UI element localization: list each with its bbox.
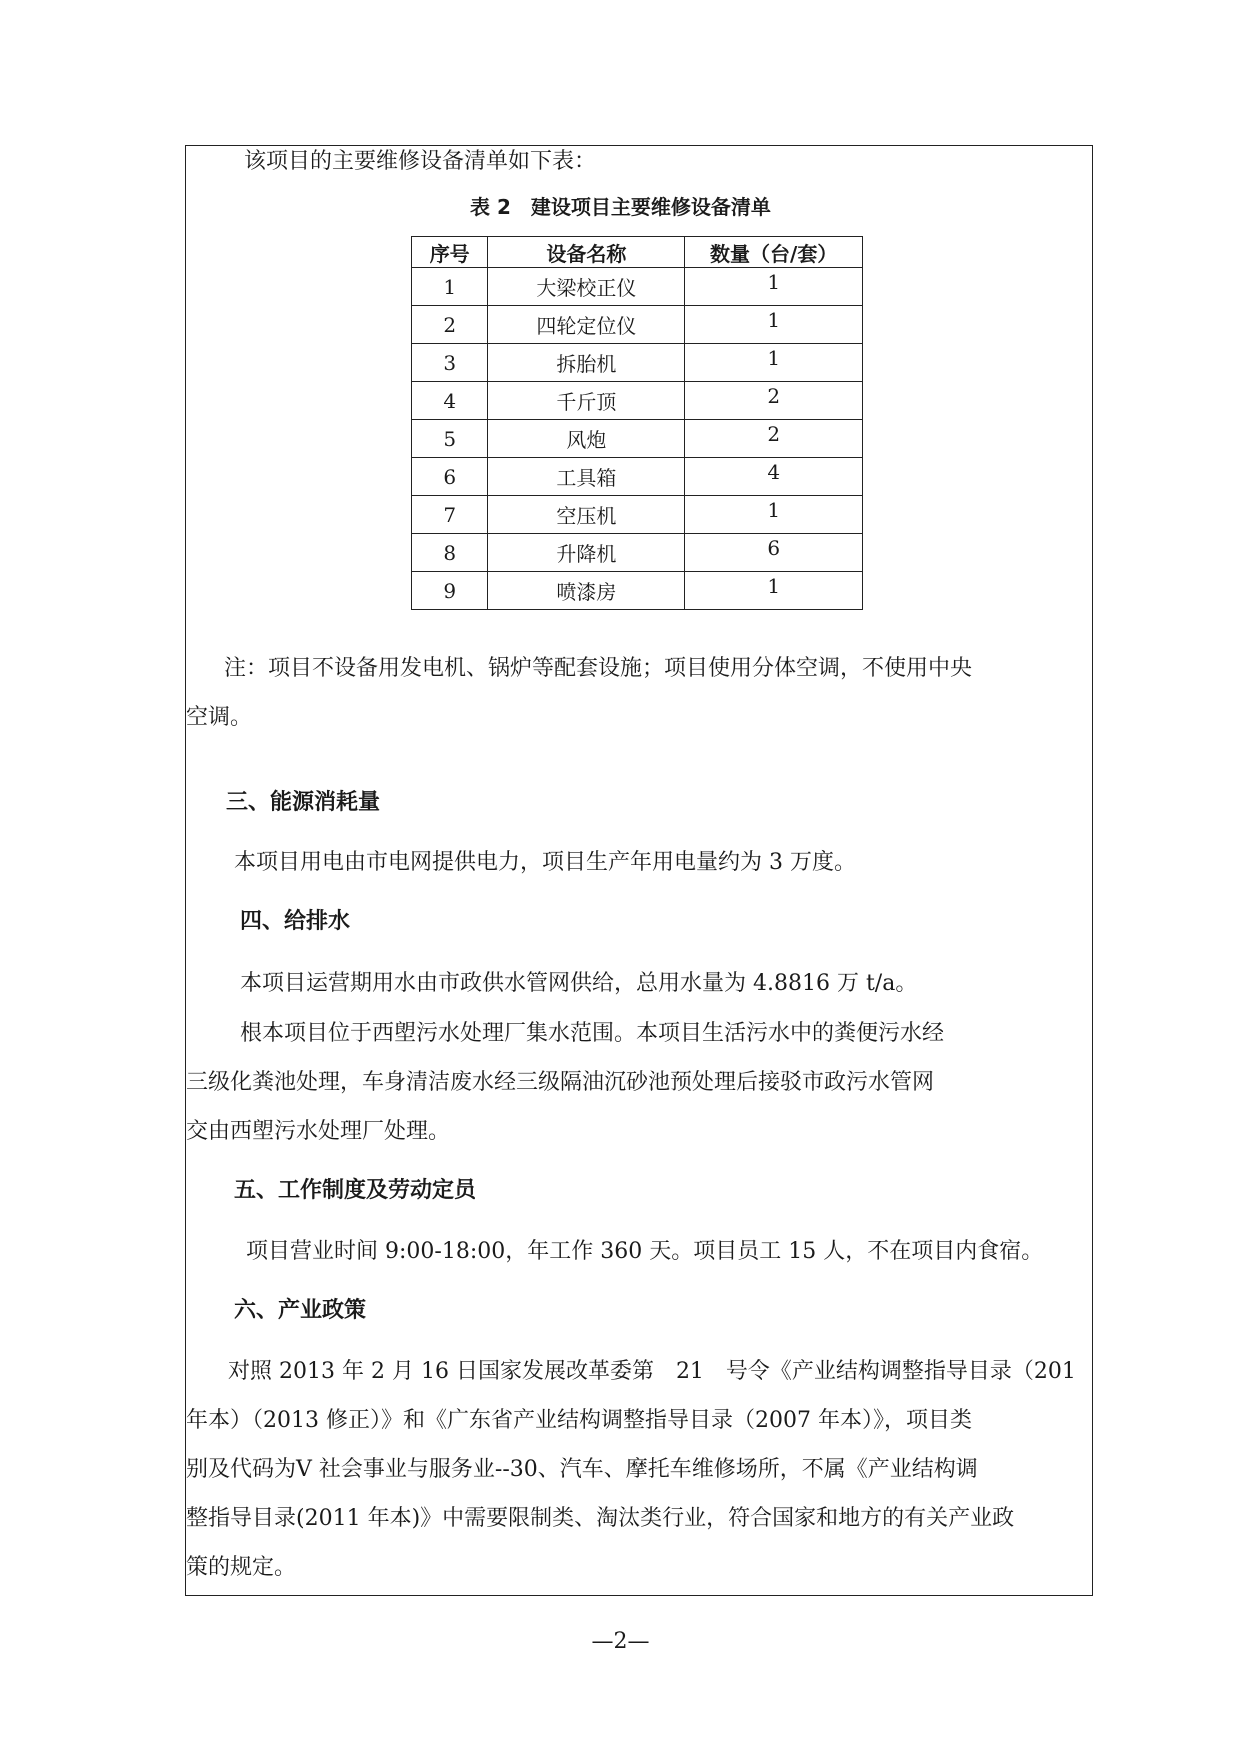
table-row (412, 572, 863, 610)
work-heading: 五、工作制度及劳动定员 (234, 1178, 477, 1203)
cell-qty: 2 (685, 382, 863, 420)
note-line-2: 空调。 (186, 705, 253, 730)
energy-heading: 三、能源消耗量 (226, 790, 381, 815)
water-para-2-line-1: 根本项目位于西塱污水处理厂集水范围。本项目生活污水中的粪便污水经 (240, 1021, 945, 1046)
energy-text: 本项目用电由市电网提供电力，项目生产年用电量约为 3 万度。 (234, 850, 856, 875)
cell-name: 空压机 (488, 496, 685, 534)
policy-heading: 六、产业政策 (234, 1298, 367, 1323)
cell-qty: 4 (685, 458, 863, 496)
table-row (412, 306, 863, 344)
intro-text: 该项目的主要维修设备清单如下表： (244, 149, 597, 174)
cell-name: 喷漆房 (488, 572, 685, 610)
cell-qty: 6 (685, 534, 863, 572)
cell-no: 3 (412, 344, 488, 382)
cell-no: 8 (412, 534, 488, 572)
work-text: 项目营业时间 9:00-18:00，年工作 360 天。项目员工 15 人，不在项目内食宿。 (246, 1239, 1044, 1264)
table-row (412, 268, 863, 306)
table-header-row (412, 237, 863, 268)
page-number: —2— (591, 1629, 650, 1654)
cell-name: 升降机 (488, 534, 685, 572)
equipment-table (411, 236, 863, 610)
cell-no: 1 (412, 268, 488, 306)
cell-no: 7 (412, 496, 488, 534)
cell-name: 四轮定位仪 (488, 306, 685, 344)
cell-no: 4 (412, 382, 488, 420)
policy-line-1: 对照 2013 年 2 月 16 日国家发展改革委第 21 号令《产业结构调整指导目录（201 (228, 1359, 1076, 1384)
policy-line-4: 整指导目录(2011 年本)》中需要限制类、淘汰类行业，符合国家和地方的有关产业政 (186, 1506, 1015, 1531)
cell-name: 千斤顶 (488, 382, 685, 420)
cell-no: 9 (412, 572, 488, 610)
table-row (412, 458, 863, 496)
header-no: 序号 (412, 237, 488, 268)
table-row (412, 382, 863, 420)
policy-line-2: 年本）（2013 修正）》和《广东省产业结构调整指导目录（2007 年本）》，项目类 (186, 1408, 972, 1433)
cell-name: 工具箱 (488, 458, 685, 496)
header-qty: 数量（台/套） (685, 237, 863, 268)
table-row (412, 420, 863, 458)
cell-no: 5 (412, 420, 488, 458)
water-para-2-line-3: 交由西塱污水处理厂处理。 (186, 1119, 451, 1144)
cell-qty: 2 (685, 420, 863, 458)
cell-qty: 1 (685, 306, 863, 344)
policy-line-3: 别及代码为Ⅴ 社会事业与服务业--30、汽车、摩托车维修场所，不属《产业结构调 (186, 1457, 978, 1482)
table-row (412, 496, 863, 534)
cell-qty: 1 (685, 572, 863, 610)
cell-name: 大梁校正仪 (488, 268, 685, 306)
cell-qty: 1 (685, 344, 863, 382)
water-para-1: 本项目运营期用水由市政供水管网供给，总用水量为 4.8816 万 t/a。 (240, 971, 918, 996)
cell-qty: 1 (685, 268, 863, 306)
water-para-2-line-2: 三级化粪池处理，车身清洁废水经三级隔油沉砂池预处理后接驳市政污水管网 (186, 1070, 935, 1095)
header-name: 设备名称 (488, 237, 685, 268)
cell-qty: 1 (685, 496, 863, 534)
cell-no: 2 (412, 306, 488, 344)
cell-name: 拆胎机 (488, 344, 685, 382)
table-caption: 表 2 建设项目主要维修设备清单 (470, 195, 771, 219)
water-heading: 四、给排水 (240, 909, 351, 934)
cell-name: 风炮 (488, 420, 685, 458)
table-row (412, 534, 863, 572)
note-line-1: 注：项目不设备用发电机、锅炉等配套设施；项目使用分体空调，不使用中央 (224, 656, 973, 681)
table-row (412, 344, 863, 382)
cell-no: 6 (412, 458, 488, 496)
policy-line-5: 策的规定。 (186, 1555, 297, 1580)
